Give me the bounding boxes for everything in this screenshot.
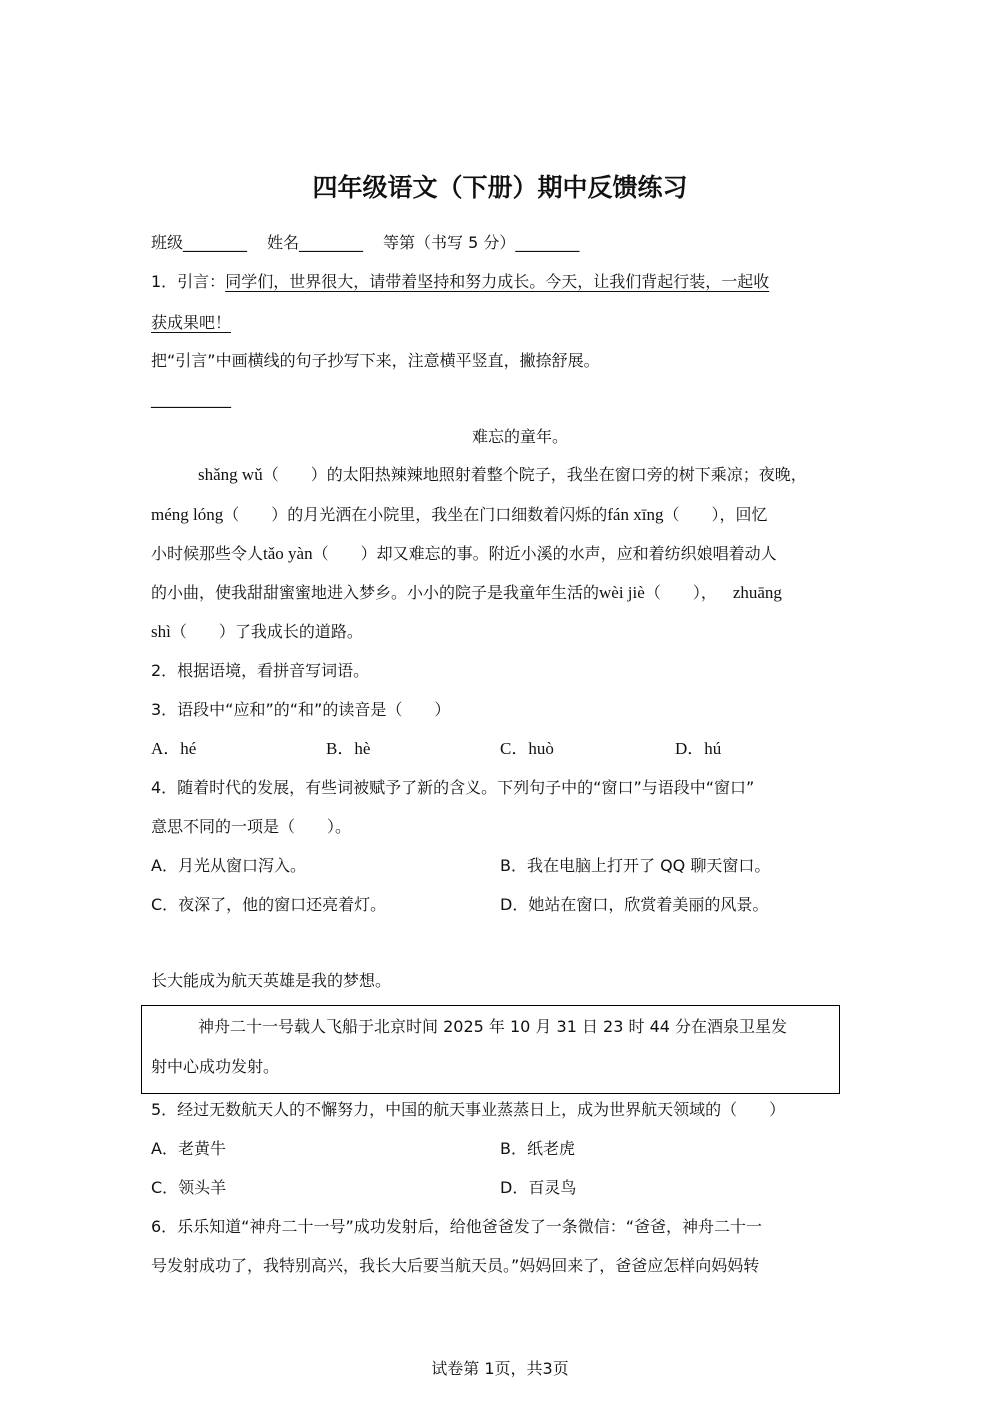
passage-text: （ ）， <box>644 583 717 602</box>
q3-option-b[interactable]: B．hè <box>326 739 371 758</box>
q6-stem-line2: 号发射成功了，我特别高兴，我长大后要当航天员。”妈妈回来了，爸爸应怎样向妈妈转 <box>151 1256 760 1275</box>
q1-quote-line1: 同学们，世界很大，请带着坚持和努力成长。今天，让我们背起行装，一起收 <box>225 272 770 291</box>
q1-answer-blank[interactable]: __________ <box>151 389 231 408</box>
q1-quote-line2: 获成果吧！ <box>151 313 232 332</box>
passage-title: 难忘的童年。 <box>471 427 568 446</box>
q4-stem-line2: 意思不同的一项是（ ）。 <box>151 817 352 836</box>
page-title: 四年级语文（下册）期中反馈练习 <box>312 173 688 202</box>
news-box-line2: 射中心成功发射。 <box>151 1057 280 1076</box>
passage-line3 <box>151 543 777 565</box>
passage-line5 <box>151 621 363 643</box>
q5-option-b[interactable]: B．纸老虎 <box>500 1139 575 1158</box>
passage-text: 小时候那些令人 <box>151 544 264 563</box>
pinyin-fanxing: fán xīng <box>607 505 664 524</box>
q3-option-c[interactable]: C．huò <box>500 739 554 758</box>
q4-option-d[interactable]: D．她站在窗口，欣赏着美丽的风景。 <box>500 895 769 914</box>
q5-option-d[interactable]: D．百灵鸟 <box>500 1178 577 1197</box>
passage-text: （ ）却又难忘的事。附近小溪的水声，应和着纺织娘唱着动人 <box>312 544 777 563</box>
section-intro: 长大能成为航天英雄是我的梦想。 <box>151 971 392 990</box>
q4-option-c[interactable]: C．夜深了，他的窗口还亮着灯。 <box>151 895 387 914</box>
pinyin-weijie: wèi jiè <box>599 583 645 602</box>
q4-option-a[interactable]: A．月光从窗口泻入。 <box>151 856 306 875</box>
name-field: 姓名________ <box>267 233 364 252</box>
q1-instruction: 把“引言”中画横线的句子抄写下来，注意横平竖直，撇捺舒展。 <box>151 351 600 370</box>
passage-line1 <box>198 464 807 486</box>
q2-stem: 2．根据语境，看拼音写词语。 <box>151 661 370 680</box>
passage-text: （ ）了我成长的道路。 <box>170 622 363 641</box>
passage-text: 的小曲，使我甜甜蜜蜜地进入梦乡。小小的院子是我童年生活的 <box>151 583 600 602</box>
q4-stem-line1: 4．随着时代的发展，有些词被赋予了新的含义。下列句子中的“窗口”与语段中“窗口” <box>151 778 755 797</box>
passage-text: （ ），回忆 <box>663 505 768 524</box>
header-fields <box>151 232 579 254</box>
q1-prefix: 1．引言： <box>151 272 226 291</box>
passage-line2 <box>151 504 767 526</box>
class-field: 班级________ <box>151 233 248 252</box>
pinyin-shangwu: shǎng wǔ <box>198 465 263 484</box>
pinyin-shi: shì <box>151 622 171 641</box>
q4-option-b[interactable]: B．我在电脑上打开了 QQ 聊天窗口。 <box>500 856 771 875</box>
q6-stem-line1: 6．乐乐知道“神舟二十一号”成功发射后，给他爸爸发了一条微信：“爸爸，神舟二十一 <box>151 1217 763 1236</box>
passage-text: （ ）的月光洒在小院里，我坐在门口细数着闪烁的 <box>223 505 608 524</box>
passage-text: （ ）的太阳热辣辣地照射着整个院子，我坐在窗口旁的树下乘凉；夜晚， <box>262 465 807 484</box>
q5-option-c[interactable]: C．领头羊 <box>151 1178 227 1197</box>
grade-field: 等第（书写 5 分）________ <box>383 233 580 252</box>
passage-line4 <box>151 582 782 604</box>
q5-stem: 5．经过无数航天人的不懈努力，中国的航天事业蒸蒸日上，成为世界航天领域的（ ） <box>151 1100 786 1119</box>
q5-option-a[interactable]: A．老黄牛 <box>151 1139 226 1158</box>
page-footer: 试卷第 1页，共3页 <box>431 1359 569 1378</box>
q3-option-d[interactable]: D．hú <box>675 739 722 758</box>
pinyin-zhuang: zhuāng <box>732 583 782 602</box>
news-box-line1: 神舟二十一号载人飞船于北京时间 2025 年 10 月 31 日 23 时 44 分在酒泉卫星发 <box>198 1017 788 1036</box>
q3-stem: 3．语段中“应和”的“和”的读音是（ ） <box>151 700 451 719</box>
q1-line1 <box>151 271 769 293</box>
pinyin-taoyan: tǎo yàn <box>263 544 313 563</box>
q3-option-a[interactable]: A．hé <box>151 739 197 758</box>
pinyin-menglong: méng lóng <box>151 505 224 524</box>
